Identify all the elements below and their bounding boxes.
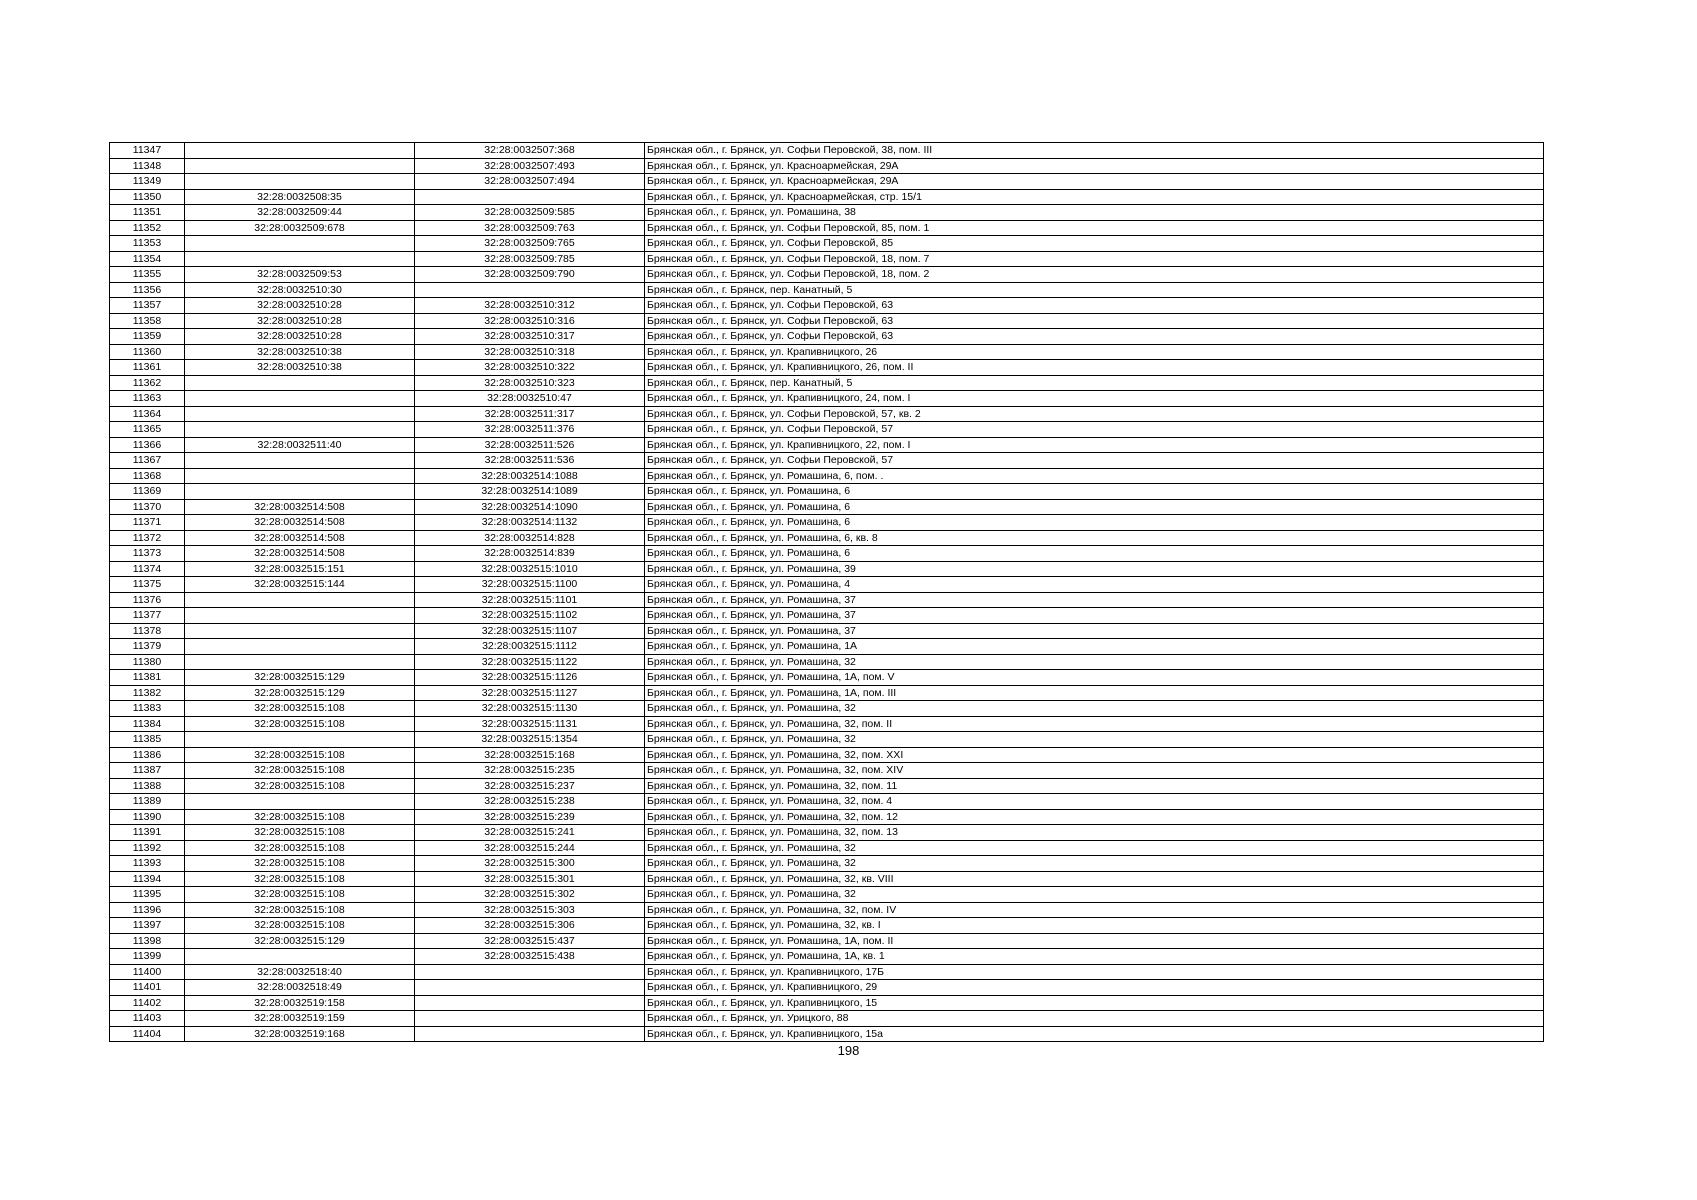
land-cadastral-number-cell: 32:28:0032510:28: [185, 329, 415, 345]
land-cadastral-number-cell: 32:28:0032515:108: [185, 887, 415, 903]
registry-table: [109, 142, 1544, 1042]
address-cell: Брянская обл., г. Брянск, ул. Урицкого, 88: [645, 1011, 1544, 1027]
row-number-cell: 11356: [110, 282, 185, 298]
row-number-cell: 11393: [110, 856, 185, 872]
land-cadastral-number-cell: 32:28:0032508:35: [185, 189, 415, 205]
address-cell: Брянская обл., г. Брянск, ул. Ромашина, 6: [645, 515, 1544, 531]
land-cadastral-number-cell: 32:28:0032509:44: [185, 205, 415, 221]
table-row: [110, 561, 1544, 577]
land-cadastral-number-cell: 32:28:0032518:49: [185, 980, 415, 996]
address-cell: Брянская обл., г. Брянск, ул. Ромашина, 32: [645, 856, 1544, 872]
object-cadastral-number-cell: 32:28:0032515:438: [415, 949, 645, 965]
row-number-cell: 11384: [110, 716, 185, 732]
object-cadastral-number-cell: 32:28:0032511:317: [415, 406, 645, 422]
address-cell: Брянская обл., г. Брянск, ул. Крапивницкого, 26: [645, 344, 1544, 360]
object-cadastral-number-cell: 32:28:0032514:1132: [415, 515, 645, 531]
row-number-cell: 11391: [110, 825, 185, 841]
table-row: [110, 344, 1544, 360]
land-cadastral-number-cell: [185, 654, 415, 670]
row-number-cell: 11392: [110, 840, 185, 856]
land-cadastral-number-cell: 32:28:0032515:108: [185, 778, 415, 794]
land-cadastral-number-cell: 32:28:0032514:508: [185, 499, 415, 515]
row-number-cell: 11404: [110, 1026, 185, 1042]
object-cadastral-number-cell: 32:28:0032515:1112: [415, 639, 645, 655]
object-cadastral-number-cell: [415, 980, 645, 996]
address-cell: Брянская обл., г. Брянск, ул. Ромашина, 37: [645, 592, 1544, 608]
object-cadastral-number-cell: 32:28:0032515:301: [415, 871, 645, 887]
table-row: [110, 778, 1544, 794]
land-cadastral-number-cell: [185, 375, 415, 391]
address-cell: Брянская обл., г. Брянск, ул. Ромашина, 6: [645, 484, 1544, 500]
address-cell: Брянская обл., г. Брянск, ул. Софьи Перовской, 85: [645, 236, 1544, 252]
table-row: [110, 189, 1544, 205]
land-cadastral-number-cell: 32:28:0032510:38: [185, 360, 415, 376]
table-row: [110, 484, 1544, 500]
address-cell: Брянская обл., г. Брянск, ул. Ромашина, 37: [645, 608, 1544, 624]
row-number-cell: 11367: [110, 453, 185, 469]
table-row: [110, 174, 1544, 190]
table-row: [110, 437, 1544, 453]
land-cadastral-number-cell: 32:28:0032515:108: [185, 701, 415, 717]
row-number-cell: 11386: [110, 747, 185, 763]
row-number-cell: 11354: [110, 251, 185, 267]
row-number-cell: 11383: [110, 701, 185, 717]
object-cadastral-number-cell: 32:28:0032515:244: [415, 840, 645, 856]
table-row: [110, 809, 1544, 825]
land-cadastral-number-cell: [185, 143, 415, 159]
land-cadastral-number-cell: [185, 484, 415, 500]
land-cadastral-number-cell: 32:28:0032510:28: [185, 298, 415, 314]
object-cadastral-number-cell: 32:28:0032515:239: [415, 809, 645, 825]
address-cell: Брянская обл., г. Брянск, ул. Софьи Перовской, 18, пом. 7: [645, 251, 1544, 267]
address-cell: Брянская обл., г. Брянск, ул. Ромашина, 1А: [645, 639, 1544, 655]
object-cadastral-number-cell: 32:28:0032515:437: [415, 933, 645, 949]
object-cadastral-number-cell: 32:28:0032510:312: [415, 298, 645, 314]
row-number-cell: 11359: [110, 329, 185, 345]
object-cadastral-number-cell: 32:28:0032510:317: [415, 329, 645, 345]
row-number-cell: 11357: [110, 298, 185, 314]
row-number-cell: 11389: [110, 794, 185, 810]
land-cadastral-number-cell: 32:28:0032515:129: [185, 670, 415, 686]
row-number-cell: 11363: [110, 391, 185, 407]
object-cadastral-number-cell: 32:28:0032515:1101: [415, 592, 645, 608]
address-cell: Брянская обл., г. Брянск, ул. Софьи Перовской, 85, пом. 1: [645, 220, 1544, 236]
table-row: [110, 360, 1544, 376]
table-body: [110, 143, 1544, 1042]
address-cell: Брянская обл., г. Брянск, ул. Крапивницкого, 15а: [645, 1026, 1544, 1042]
object-cadastral-number-cell: 32:28:0032510:316: [415, 313, 645, 329]
address-cell: Брянская обл., г. Брянск, ул. Крапивницкого, 15: [645, 995, 1544, 1011]
address-cell: Брянская обл., г. Брянск, ул. Софьи Перовской, 63: [645, 313, 1544, 329]
address-cell: Брянская обл., г. Брянск, ул. Софьи Перовской, 57: [645, 422, 1544, 438]
land-cadastral-number-cell: [185, 422, 415, 438]
row-number-cell: 11353: [110, 236, 185, 252]
object-cadastral-number-cell: 32:28:0032514:1089: [415, 484, 645, 500]
address-cell: Брянская обл., г. Брянск, ул. Ромашина, 6: [645, 546, 1544, 562]
table-row: [110, 1011, 1544, 1027]
land-cadastral-number-cell: 32:28:0032510:30: [185, 282, 415, 298]
table-row: [110, 995, 1544, 1011]
land-cadastral-number-cell: 32:28:0032519:168: [185, 1026, 415, 1042]
row-number-cell: 11369: [110, 484, 185, 500]
row-number-cell: 11376: [110, 592, 185, 608]
address-cell: Брянская обл., г. Брянск, ул. Ромашина, 32, пом. XXI: [645, 747, 1544, 763]
land-cadastral-number-cell: [185, 949, 415, 965]
object-cadastral-number-cell: 32:28:0032515:235: [415, 763, 645, 779]
address-cell: Брянская обл., г. Брянск, ул. Крапивницкого, 24, пом. I: [645, 391, 1544, 407]
table-row: [110, 1026, 1544, 1042]
object-cadastral-number-cell: 32:28:0032515:303: [415, 902, 645, 918]
object-cadastral-number-cell: 32:28:0032515:1131: [415, 716, 645, 732]
address-cell: Брянская обл., г. Брянск, ул. Софьи Перовской, 63: [645, 298, 1544, 314]
row-number-cell: 11388: [110, 778, 185, 794]
table-row: [110, 220, 1544, 236]
object-cadastral-number-cell: 32:28:0032509:785: [415, 251, 645, 267]
row-number-cell: 11400: [110, 964, 185, 980]
row-number-cell: 11398: [110, 933, 185, 949]
land-cadastral-number-cell: [185, 732, 415, 748]
object-cadastral-number-cell: 32:28:0032515:306: [415, 918, 645, 934]
table-row: [110, 391, 1544, 407]
row-number-cell: 11365: [110, 422, 185, 438]
address-cell: Брянская обл., г. Брянск, ул. Ромашина, 4: [645, 577, 1544, 593]
object-cadastral-number-cell: 32:28:0032507:494: [415, 174, 645, 190]
object-cadastral-number-cell: 32:28:0032515:1127: [415, 685, 645, 701]
address-cell: Брянская обл., г. Брянск, ул. Софьи Перовской, 57, кв. 2: [645, 406, 1544, 422]
object-cadastral-number-cell: 32:28:0032515:300: [415, 856, 645, 872]
address-cell: Брянская обл., г. Брянск, ул. Крапивницкого, 22, пом. I: [645, 437, 1544, 453]
row-number-cell: 11373: [110, 546, 185, 562]
table-row: [110, 205, 1544, 221]
land-cadastral-number-cell: 32:28:0032515:151: [185, 561, 415, 577]
address-cell: Брянская обл., г. Брянск, ул. Софьи Перовской, 18, пом. 2: [645, 267, 1544, 283]
object-cadastral-number-cell: [415, 995, 645, 1011]
row-number-cell: 11348: [110, 158, 185, 174]
address-cell: Брянская обл., г. Брянск, ул. Ромашина, 32: [645, 732, 1544, 748]
row-number-cell: 11396: [110, 902, 185, 918]
table-row: [110, 840, 1544, 856]
land-cadastral-number-cell: 32:28:0032510:28: [185, 313, 415, 329]
row-number-cell: 11347: [110, 143, 185, 159]
address-cell: Брянская обл., г. Брянск, ул. Софьи Перовской, 57: [645, 453, 1544, 469]
row-number-cell: 11360: [110, 344, 185, 360]
row-number-cell: 11399: [110, 949, 185, 965]
address-cell: Брянская обл., г. Брянск, ул. Ромашина, 32, кв. VIII: [645, 871, 1544, 887]
object-cadastral-number-cell: 32:28:0032515:1102: [415, 608, 645, 624]
object-cadastral-number-cell: 32:28:0032507:493: [415, 158, 645, 174]
row-number-cell: 11394: [110, 871, 185, 887]
land-cadastral-number-cell: 32:28:0032519:158: [185, 995, 415, 1011]
address-cell: Брянская обл., г. Брянск, ул. Ромашина, 32, пом. 4: [645, 794, 1544, 810]
row-number-cell: 11366: [110, 437, 185, 453]
object-cadastral-number-cell: 32:28:0032515:1130: [415, 701, 645, 717]
table-row: [110, 530, 1544, 546]
object-cadastral-number-cell: 32:28:0032515:237: [415, 778, 645, 794]
land-cadastral-number-cell: [185, 592, 415, 608]
row-number-cell: 11402: [110, 995, 185, 1011]
address-cell: Брянская обл., г. Брянск, ул. Ромашина, 32: [645, 701, 1544, 717]
row-number-cell: 11371: [110, 515, 185, 531]
table-row: [110, 468, 1544, 484]
table-row: [110, 871, 1544, 887]
land-cadastral-number-cell: 32:28:0032515:108: [185, 856, 415, 872]
land-cadastral-number-cell: [185, 406, 415, 422]
row-number-cell: 11370: [110, 499, 185, 515]
land-cadastral-number-cell: 32:28:0032509:53: [185, 267, 415, 283]
table-row: [110, 685, 1544, 701]
land-cadastral-number-cell: 32:28:0032515:108: [185, 840, 415, 856]
address-cell: Брянская обл., г. Брянск, пер. Канатный, 5: [645, 282, 1544, 298]
object-cadastral-number-cell: 32:28:0032515:1010: [415, 561, 645, 577]
table-row: [110, 949, 1544, 965]
row-number-cell: 11397: [110, 918, 185, 934]
table-row: [110, 375, 1544, 391]
table-row: [110, 577, 1544, 593]
land-cadastral-number-cell: [185, 158, 415, 174]
address-cell: Брянская обл., г. Брянск, ул. Ромашина, 32, пом. 11: [645, 778, 1544, 794]
row-number-cell: 11355: [110, 267, 185, 283]
table-row: [110, 143, 1544, 159]
table-row: [110, 887, 1544, 903]
land-cadastral-number-cell: 32:28:0032515:129: [185, 933, 415, 949]
address-cell: Брянская обл., г. Брянск, ул. Красноармейская, 29А: [645, 174, 1544, 190]
table-row: [110, 592, 1544, 608]
table-row: [110, 158, 1544, 174]
land-cadastral-number-cell: 32:28:0032515:108: [185, 809, 415, 825]
address-cell: Брянская обл., г. Брянск, ул. Ромашина, 32, пом. II: [645, 716, 1544, 732]
object-cadastral-number-cell: 32:28:0032515:302: [415, 887, 645, 903]
table-row: [110, 608, 1544, 624]
table-row: [110, 980, 1544, 996]
object-cadastral-number-cell: 32:28:0032515:241: [415, 825, 645, 841]
object-cadastral-number-cell: 32:28:0032514:1088: [415, 468, 645, 484]
land-cadastral-number-cell: 32:28:0032515:144: [185, 577, 415, 593]
address-cell: Брянская обл., г. Брянск, ул. Ромашина, 6, пом. .: [645, 468, 1544, 484]
address-cell: Брянская обл., г. Брянск, ул. Софьи Перовской, 38, пом. III: [645, 143, 1544, 159]
land-cadastral-number-cell: [185, 794, 415, 810]
object-cadastral-number-cell: 32:28:0032509:763: [415, 220, 645, 236]
row-number-cell: 11351: [110, 205, 185, 221]
object-cadastral-number-cell: 32:28:0032515:1354: [415, 732, 645, 748]
address-cell: Брянская обл., г. Брянск, ул. Ромашина, 32: [645, 887, 1544, 903]
object-cadastral-number-cell: 32:28:0032511:536: [415, 453, 645, 469]
object-cadastral-number-cell: 32:28:0032510:318: [415, 344, 645, 360]
table-row: [110, 902, 1544, 918]
land-cadastral-number-cell: [185, 236, 415, 252]
object-cadastral-number-cell: 32:28:0032507:368: [415, 143, 645, 159]
table-row: [110, 747, 1544, 763]
row-number-cell: 11375: [110, 577, 185, 593]
table-row: [110, 329, 1544, 345]
land-cadastral-number-cell: [185, 468, 415, 484]
object-cadastral-number-cell: 32:28:0032515:168: [415, 747, 645, 763]
address-cell: Брянская обл., г. Брянск, ул. Крапивницкого, 29: [645, 980, 1544, 996]
address-cell: Брянская обл., г. Брянск, пер. Канатный, 5: [645, 375, 1544, 391]
address-cell: Брянская обл., г. Брянск, ул. Софьи Перовской, 63: [645, 329, 1544, 345]
land-cadastral-number-cell: 32:28:0032509:678: [185, 220, 415, 236]
land-cadastral-number-cell: 32:28:0032514:508: [185, 515, 415, 531]
table-row: [110, 236, 1544, 252]
land-cadastral-number-cell: [185, 391, 415, 407]
address-cell: Брянская обл., г. Брянск, ул. Ромашина, 38: [645, 205, 1544, 221]
row-number-cell: 11350: [110, 189, 185, 205]
table-row: [110, 282, 1544, 298]
address-cell: Брянская обл., г. Брянск, ул. Ромашина, 32, кв. I: [645, 918, 1544, 934]
table-row: [110, 298, 1544, 314]
table-row: [110, 763, 1544, 779]
table-row: [110, 825, 1544, 841]
address-cell: Брянская обл., г. Брянск, ул. Красноармейская, 29А: [645, 158, 1544, 174]
object-cadastral-number-cell: 32:28:0032510:322: [415, 360, 645, 376]
table-row: [110, 251, 1544, 267]
table-row: [110, 422, 1544, 438]
table-row: [110, 267, 1544, 283]
object-cadastral-number-cell: 32:28:0032514:1090: [415, 499, 645, 515]
object-cadastral-number-cell: [415, 1011, 645, 1027]
row-number-cell: 11358: [110, 313, 185, 329]
table-row: [110, 406, 1544, 422]
object-cadastral-number-cell: 32:28:0032509:765: [415, 236, 645, 252]
table-row: [110, 918, 1544, 934]
row-number-cell: 11364: [110, 406, 185, 422]
object-cadastral-number-cell: 32:28:0032509:790: [415, 267, 645, 283]
land-cadastral-number-cell: 32:28:0032515:129: [185, 685, 415, 701]
land-cadastral-number-cell: 32:28:0032514:508: [185, 546, 415, 562]
land-cadastral-number-cell: 32:28:0032514:508: [185, 530, 415, 546]
land-cadastral-number-cell: [185, 639, 415, 655]
page-number: 198: [837, 1043, 860, 1058]
object-cadastral-number-cell: 32:28:0032514:828: [415, 530, 645, 546]
address-cell: Брянская обл., г. Брянск, ул. Ромашина, 32: [645, 654, 1544, 670]
object-cadastral-number-cell: 32:28:0032515:1100: [415, 577, 645, 593]
land-cadastral-number-cell: [185, 174, 415, 190]
address-cell: Брянская обл., г. Брянск, ул. Ромашина, 32, пом. 12: [645, 809, 1544, 825]
object-cadastral-number-cell: 32:28:0032514:839: [415, 546, 645, 562]
land-cadastral-number-cell: [185, 608, 415, 624]
address-cell: Брянская обл., г. Брянск, ул. Красноармейская, стр. 15/1: [645, 189, 1544, 205]
land-cadastral-number-cell: 32:28:0032511:40: [185, 437, 415, 453]
table-row: [110, 794, 1544, 810]
table-row: [110, 515, 1544, 531]
object-cadastral-number-cell: [415, 282, 645, 298]
row-number-cell: 11349: [110, 174, 185, 190]
row-number-cell: 11390: [110, 809, 185, 825]
table-row: [110, 964, 1544, 980]
land-cadastral-number-cell: 32:28:0032515:108: [185, 902, 415, 918]
land-cadastral-number-cell: 32:28:0032515:108: [185, 825, 415, 841]
table-row: [110, 933, 1544, 949]
object-cadastral-number-cell: 32:28:0032515:1107: [415, 623, 645, 639]
table-row: [110, 639, 1544, 655]
address-cell: Брянская обл., г. Брянск, ул. Ромашина, 6, кв. 8: [645, 530, 1544, 546]
address-cell: Брянская обл., г. Брянск, ул. Ромашина, 1А, пом. V: [645, 670, 1544, 686]
row-number-cell: 11379: [110, 639, 185, 655]
address-cell: Брянская обл., г. Брянск, ул. Ромашина, 39: [645, 561, 1544, 577]
row-number-cell: 11395: [110, 887, 185, 903]
address-cell: Брянская обл., г. Брянск, ул. Ромашина, 6: [645, 499, 1544, 515]
row-number-cell: 11403: [110, 1011, 185, 1027]
land-cadastral-number-cell: 32:28:0032518:40: [185, 964, 415, 980]
land-cadastral-number-cell: 32:28:0032519:159: [185, 1011, 415, 1027]
address-cell: Брянская обл., г. Брянск, ул. Крапивницкого, 17Б: [645, 964, 1544, 980]
land-cadastral-number-cell: 32:28:0032515:108: [185, 763, 415, 779]
land-cadastral-number-cell: 32:28:0032515:108: [185, 871, 415, 887]
land-cadastral-number-cell: [185, 251, 415, 267]
table-row: [110, 623, 1544, 639]
row-number-cell: 11368: [110, 468, 185, 484]
address-cell: Брянская обл., г. Брянск, ул. Ромашина, 1А, пом. III: [645, 685, 1544, 701]
address-cell: Брянская обл., г. Брянск, ул. Ромашина, 1А, кв. 1: [645, 949, 1544, 965]
row-number-cell: 11352: [110, 220, 185, 236]
address-cell: Брянская обл., г. Брянск, ул. Ромашина, 32, пом. 13: [645, 825, 1544, 841]
object-cadastral-number-cell: 32:28:0032511:526: [415, 437, 645, 453]
table-row: [110, 701, 1544, 717]
table-row: [110, 313, 1544, 329]
row-number-cell: 11378: [110, 623, 185, 639]
object-cadastral-number-cell: 32:28:0032510:47: [415, 391, 645, 407]
object-cadastral-number-cell: 32:28:0032511:376: [415, 422, 645, 438]
object-cadastral-number-cell: 32:28:0032515:1122: [415, 654, 645, 670]
table-row: [110, 453, 1544, 469]
land-cadastral-number-cell: 32:28:0032515:108: [185, 716, 415, 732]
object-cadastral-number-cell: 32:28:0032509:585: [415, 205, 645, 221]
row-number-cell: 11401: [110, 980, 185, 996]
row-number-cell: 11361: [110, 360, 185, 376]
table-row: [110, 670, 1544, 686]
table-row: [110, 654, 1544, 670]
row-number-cell: 11377: [110, 608, 185, 624]
row-number-cell: 11385: [110, 732, 185, 748]
object-cadastral-number-cell: 32:28:0032515:238: [415, 794, 645, 810]
table-row: [110, 499, 1544, 515]
land-cadastral-number-cell: 32:28:0032515:108: [185, 747, 415, 763]
land-cadastral-number-cell: 32:28:0032510:38: [185, 344, 415, 360]
land-cadastral-number-cell: [185, 623, 415, 639]
address-cell: Брянская обл., г. Брянск, ул. Ромашина, 37: [645, 623, 1544, 639]
row-number-cell: 11381: [110, 670, 185, 686]
land-cadastral-number-cell: 32:28:0032515:108: [185, 918, 415, 934]
row-number-cell: 11387: [110, 763, 185, 779]
table-row: [110, 546, 1544, 562]
row-number-cell: 11362: [110, 375, 185, 391]
table-row: [110, 716, 1544, 732]
object-cadastral-number-cell: [415, 1026, 645, 1042]
land-cadastral-number-cell: [185, 453, 415, 469]
address-cell: Брянская обл., г. Брянск, ул. Ромашина, 32: [645, 840, 1544, 856]
address-cell: Брянская обл., г. Брянск, ул. Ромашина, 32, пом. XIV: [645, 763, 1544, 779]
table-row: [110, 856, 1544, 872]
address-cell: Брянская обл., г. Брянск, ул. Ромашина, 1А, пом. II: [645, 933, 1544, 949]
row-number-cell: 11382: [110, 685, 185, 701]
object-cadastral-number-cell: 32:28:0032510:323: [415, 375, 645, 391]
row-number-cell: 11372: [110, 530, 185, 546]
object-cadastral-number-cell: [415, 189, 645, 205]
row-number-cell: 11380: [110, 654, 185, 670]
address-cell: Брянская обл., г. Брянск, ул. Ромашина, 32, пом. IV: [645, 902, 1544, 918]
table-row: [110, 732, 1544, 748]
address-cell: Брянская обл., г. Брянск, ул. Крапивницкого, 26, пом. II: [645, 360, 1544, 376]
object-cadastral-number-cell: 32:28:0032515:1126: [415, 670, 645, 686]
row-number-cell: 11374: [110, 561, 185, 577]
object-cadastral-number-cell: [415, 964, 645, 980]
